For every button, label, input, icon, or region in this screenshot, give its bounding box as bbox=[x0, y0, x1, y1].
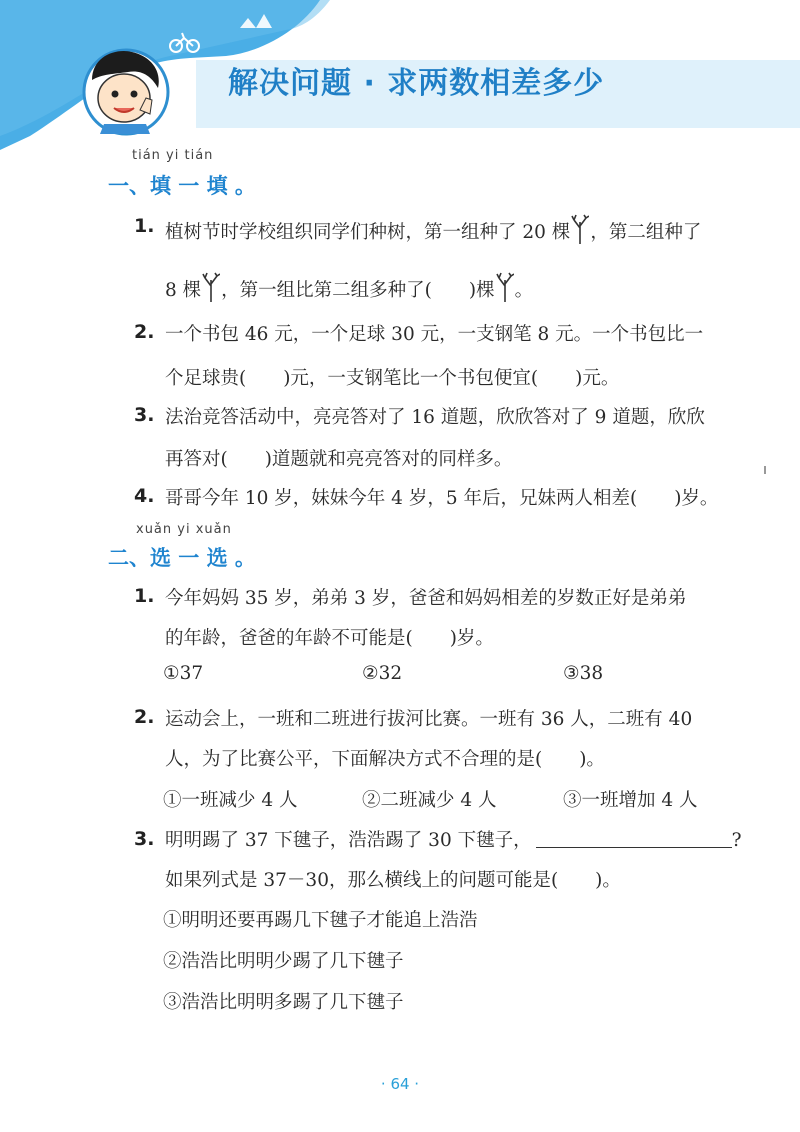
option-item: ①37 bbox=[163, 663, 204, 684]
s1-q1-text-e: 。 bbox=[514, 280, 534, 301]
question-number: 2. bbox=[134, 706, 155, 728]
option-item: ③一班增加 4 人 bbox=[563, 790, 698, 811]
question-number: 3. bbox=[134, 404, 155, 426]
s2-q1-line2: 的年龄，爸爸的年龄不可能是( )岁。 bbox=[165, 628, 494, 649]
question-number: 1. bbox=[134, 585, 155, 607]
s2-q2-line1: 运动会上，一班和二班进行拔河比赛。一班有 36 人，二班有 40 bbox=[165, 709, 693, 730]
option-item: ②32 bbox=[362, 663, 403, 684]
option-item: ③38 bbox=[563, 663, 604, 684]
s1-q2-line1: 一个书包 46 元，一个足球 30 元，一支钢笔 8 元。一个书包比一 bbox=[165, 324, 704, 345]
question-number: 3. bbox=[134, 828, 155, 850]
s1-q1-text-d: ，第一组比第二组多种了( )棵 bbox=[221, 280, 495, 301]
page-number: · 64 · bbox=[380, 1075, 420, 1093]
tree-icon bbox=[496, 272, 514, 302]
question-mark: ? bbox=[731, 830, 742, 851]
section2-heading: 二、选 一 选 。 bbox=[108, 546, 256, 570]
s1-q1-line1 bbox=[165, 214, 701, 244]
s2-q2-line2: 人，为了比赛公平，下面解决方式不合理的是( )。 bbox=[165, 749, 605, 770]
s2-q3-line2: 如果列式是 37－30，那么横线上的问题可能是( )。 bbox=[165, 870, 621, 891]
s2-q1-line1: 今年妈妈 35 岁，弟弟 3 岁，爸爸和妈妈相差的岁数正好是弟弟 bbox=[165, 588, 687, 609]
section1-pinyin: tián yi tián bbox=[132, 148, 214, 163]
header-banner bbox=[0, 0, 800, 150]
s1-q1-text-c: 8 棵 bbox=[165, 280, 202, 301]
page-title: 解决问题 · 求两数相差多少 bbox=[228, 66, 605, 101]
question-number: 4. bbox=[134, 485, 155, 507]
tree-icon bbox=[571, 214, 589, 244]
option-item: ①一班减少 4 人 bbox=[163, 790, 298, 811]
s1-q1-text-b: ，第二组种了 bbox=[590, 222, 702, 243]
option-item: ③浩浩比明明多踢了几下毽子 bbox=[163, 992, 404, 1013]
s2-q3-line1 bbox=[165, 826, 742, 852]
scan-speck bbox=[764, 466, 766, 474]
boy-mascot-icon bbox=[84, 50, 168, 134]
s1-q1-text-a: 植树节时学校组织同学们种树，第一组种了 20 棵 bbox=[165, 222, 571, 243]
s2-q3-text: 明明踢了 37 下毽子，浩浩踢了 30 下毽子， bbox=[165, 830, 532, 851]
option-item: ①明明还要再踢几下毽子才能追上浩浩 bbox=[163, 910, 478, 931]
s1-q4-line1: 哥哥今年 10 岁，妹妹今年 4 岁，5 年后，兄妹两人相差( )岁。 bbox=[165, 488, 719, 509]
question-number: 1. bbox=[134, 215, 155, 237]
section2-pinyin: xuǎn yi xuǎn bbox=[136, 522, 232, 537]
s1-q1-line2 bbox=[165, 272, 533, 302]
section1-heading: 一、填 一 填 。 bbox=[108, 174, 256, 198]
tree-icon bbox=[202, 272, 220, 302]
s1-q2-line2: 个足球贵( )元，一支钢笔比一个书包便宜( )元。 bbox=[165, 368, 620, 389]
s1-q3-line2: 再答对( )道题就和亮亮答对的同样多。 bbox=[165, 449, 513, 470]
question-number: 2. bbox=[134, 321, 155, 343]
s1-q3-line1: 法治竞答活动中，亮亮答对了 16 道题，欣欣答对了 9 道题，欣欣 bbox=[165, 407, 705, 428]
answer-blank-line bbox=[536, 847, 732, 848]
option-item: ②浩浩比明明少踢了几下毽子 bbox=[163, 951, 404, 972]
option-item: ②二班减少 4 人 bbox=[362, 790, 497, 811]
